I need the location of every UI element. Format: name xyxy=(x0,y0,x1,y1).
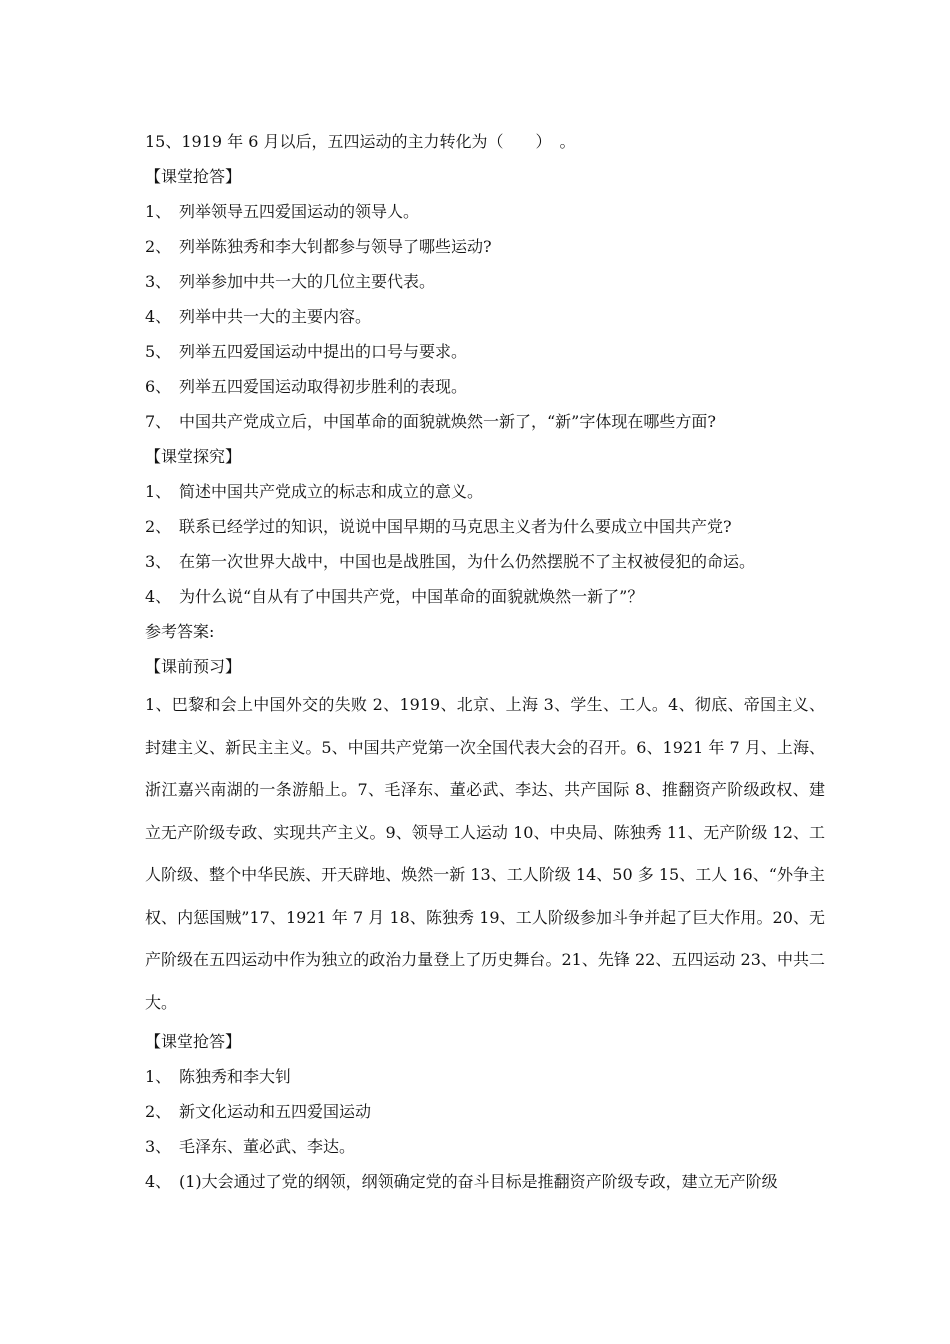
item-number: 1、 xyxy=(145,1067,172,1086)
item-number: 3、 xyxy=(145,272,172,291)
item-text: 陈独秀和李大钊 xyxy=(179,1067,292,1086)
item-number: 2、 xyxy=(145,1102,172,1121)
item-number: 6、 xyxy=(145,377,172,396)
item-text: 简述中国共产党成立的标志和成立的意义。 xyxy=(179,482,484,501)
list-item xyxy=(145,369,825,404)
item-number: 1、 xyxy=(145,202,172,221)
list-item xyxy=(145,579,825,614)
list-item xyxy=(145,229,825,264)
list-item xyxy=(145,1059,825,1094)
list-item xyxy=(145,334,825,369)
section-heading-quick-answer: 【课堂抢答】 xyxy=(145,167,242,186)
item-number: 5、 xyxy=(145,342,172,361)
list-item xyxy=(145,544,825,579)
item-text: 列举五四爱国运动取得初步胜利的表现。 xyxy=(179,377,468,396)
preview-answers-paragraph: 1、巴黎和会上中国外交的失败 2、1919、北京、上海 3、学生、工人。4、彻底、帝国主义、封建主义、新民主主义。5、中国共产党第一次全国代表大会的召开。6、1921 年 7 月、上海、浙江嘉兴南湖的一条游船上。7、毛泽东、董必武、李达、共产国际 8、推翻资产阶级政权、建立无产阶级专政、实现共产主义。9、领导工人运动 10、中央局、陈独秀 11、无产阶级 12、工人阶级、整个中华民族、开天辟地、焕然一新 13、工人阶级 14、50 多 15、工人 16、“外争主权、内惩国贼”17、1921 年 7 月 18、陈独秀 19、工人阶级参加斗争并起了巨大作用。20、无产阶级在五四运动中作为独立的政治力量登上了历史舞台。21、先锋 22、五四运动 23、中共二大。 xyxy=(145,695,825,1012)
item-text: 中国共产党成立后，中国革命的面貌就焕然一新了，“新”字体现在哪些方面? xyxy=(179,412,716,431)
list-item xyxy=(145,1164,825,1199)
item-number: 4、 xyxy=(145,307,172,326)
document-body xyxy=(145,124,825,1199)
item-text: 列举领导五四爱国运动的领导人。 xyxy=(179,202,420,221)
item-text: 在第一次世界大战中，中国也是战胜国，为什么仍然摆脱不了主权被侵犯的命运。 xyxy=(179,552,756,571)
item-number: 4、 xyxy=(145,1172,172,1191)
section-heading-quick-answer-answers: 【课堂抢答】 xyxy=(145,1032,242,1051)
item-text: 列举陈独秀和李大钊都参与领导了哪些运动? xyxy=(179,237,492,256)
list-item xyxy=(145,404,825,439)
section-heading-preview: 【课前预习】 xyxy=(145,657,242,676)
item-number: 7、 xyxy=(145,412,172,431)
item-text: 为什么说“自从有了中国共产党，中国革命的面貌就焕然一新了”？ xyxy=(179,587,644,606)
item-number: 2、 xyxy=(145,237,172,256)
item-number: 1、 xyxy=(145,482,172,501)
item-number: 3、 xyxy=(145,552,172,571)
item-text: 毛泽东、董必武、李达。 xyxy=(179,1137,356,1156)
section-heading-explore: 【课堂探究】 xyxy=(145,447,242,466)
list-item xyxy=(145,474,825,509)
question-15: 15、1919 年 6 月以后，五四运动的主力转化为（ ） 。 xyxy=(145,132,576,151)
list-item xyxy=(145,299,825,334)
reference-answers-heading: 参考答案: xyxy=(145,622,215,641)
item-text: 列举中共一大的主要内容。 xyxy=(179,307,372,326)
list-item xyxy=(145,194,825,229)
item-text: 新文化运动和五四爱国运动 xyxy=(179,1102,372,1121)
item-text: 列举参加中共一大的几位主要代表。 xyxy=(179,272,436,291)
list-item xyxy=(145,264,825,299)
list-item xyxy=(145,509,825,544)
item-number: 2、 xyxy=(145,517,172,536)
list-item xyxy=(145,1094,825,1129)
item-number: 3、 xyxy=(145,1137,172,1156)
item-text: 列举五四爱国运动中提出的口号与要求。 xyxy=(179,342,468,361)
item-text: 联系已经学过的知识，说说中国早期的马克思主义者为什么要成立中国共产党? xyxy=(179,517,732,536)
item-number: 4、 xyxy=(145,587,172,606)
list-item xyxy=(145,1129,825,1164)
item-text: (1)大会通过了党的纲领，纲领确定党的奋斗目标是推翻资产阶级专政，建立无产阶级 xyxy=(179,1172,778,1191)
